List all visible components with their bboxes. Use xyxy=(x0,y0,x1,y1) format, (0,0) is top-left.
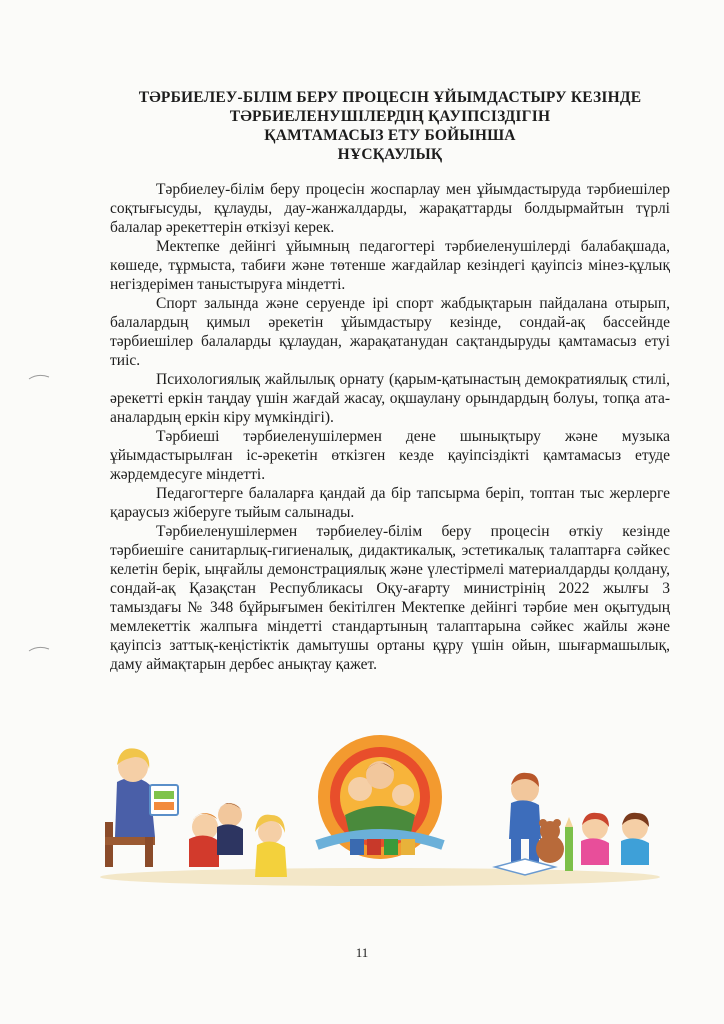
scan-mark-top xyxy=(28,368,50,386)
document-body xyxy=(110,180,670,674)
paragraph: Педагогтерге балаларға қандай да бір тапсырма беріп, топтан тыс жерлерге қараусыз жіберуге тыйым салынады. xyxy=(110,485,670,521)
paragraph: Тәрбиеші тәрбиеленушілермен дене шынықтыру және музыка ұйымдастырылған іс-әрекетін өткізген кезде қауіпсіздікті қамтамасыз етуде жәрдемдесуге міндетті. xyxy=(110,428,670,483)
paragraph: Спорт залында және серуенде ірі спорт жабдықтарын пайдалана отырып, балалардың қимыл әрекетін ұйымдастыру кезінде, сондай-ақ бассейнде тәрбиешілер балаларды құлаудан, жарақатанудан сақтандыруды қамтамасыз етуі тиіс. xyxy=(110,295,670,369)
paragraph: Тәрбиеленушілермен тәрбиелеу-білім беру процесін өткіу кезінде тәрбиешіге санитарлық-гигиеналық, дидактикалық, эстетикалық талаптарға сәйкес келетін берік, ыңғайлы демонстрациялық және үлестірмелі материалдарды қолдану, сондай-ақ Қазақстан Республикасы Оқу-ағарту министрінің 2022 жылғы 3 тамыздағы № 348 бұйрығымен бекітілген Мектепке дейінгі тәрбие мен оқытудың мемлекеттік жалпыға міндетті стандартының талаптарына сәйкес жайлы және қауіпсіз заттық-кеңістіктік дамытушы ортаны құру үшін ойын, шығармашылық, даму аймақтарын дербес анықтау қажет. xyxy=(110,523,670,673)
teacher-figure xyxy=(105,748,178,867)
child-dark xyxy=(217,803,243,855)
teddy-bear xyxy=(536,819,564,863)
child-right-1 xyxy=(581,813,609,865)
document-title xyxy=(110,88,670,164)
child-red xyxy=(189,813,219,867)
child-blonde xyxy=(255,815,287,877)
paragraph: Мектепке дейінгі ұйымның педагогтері тәрбиеленушілерді балабақшада, көшеде, тұрмыста, табиғи және төтенше жағдайлар кезіндегі қауіпсіз мінез-құлық негіздерімен таныстыруға міндетті. xyxy=(110,238,670,293)
title-line: ТӘРБИЕЛЕНУШІЛЕРДІҢ ҚАУІПСІЗДІГІН xyxy=(229,108,551,125)
paragraph: Психологиялық жайлылық орнату (қарым-қатынастың демократиялық стилі, әрекетті еркін таңдау үшін жағдай жасау, оқшаулану орындардың болуы, топқа ата-аналардың еркін кіру мүмкіндігі). xyxy=(110,371,670,426)
title-line: ТӘРБИЕЛЕУ-БІЛІМ БЕРУ ПРОЦЕСІН ҰЙЫМДАСТЫРУ КЕЗІНДЕ xyxy=(138,89,642,106)
sun-emblem xyxy=(317,735,443,859)
scan-mark-bottom xyxy=(28,640,50,658)
paragraph: Тәрбиелеу-білім беру процесін жоспарлау мен ұйымдастыруда тәрбиешілер соқтығысуды, құлауды, дау-жанжалдарды, жарақаттарды болдырмайтын түрлі балалар әрекеттерін өткізуі керек. xyxy=(110,181,670,236)
page-number: 11 xyxy=(355,945,369,960)
child-right-2 xyxy=(621,813,649,865)
title-line: НҰСҚАУЛЫҚ xyxy=(337,146,443,163)
children-illustration xyxy=(95,727,665,887)
title-line: ҚАМТАМАСЫЗ ЕТУ БОЙЫНША xyxy=(264,127,516,144)
